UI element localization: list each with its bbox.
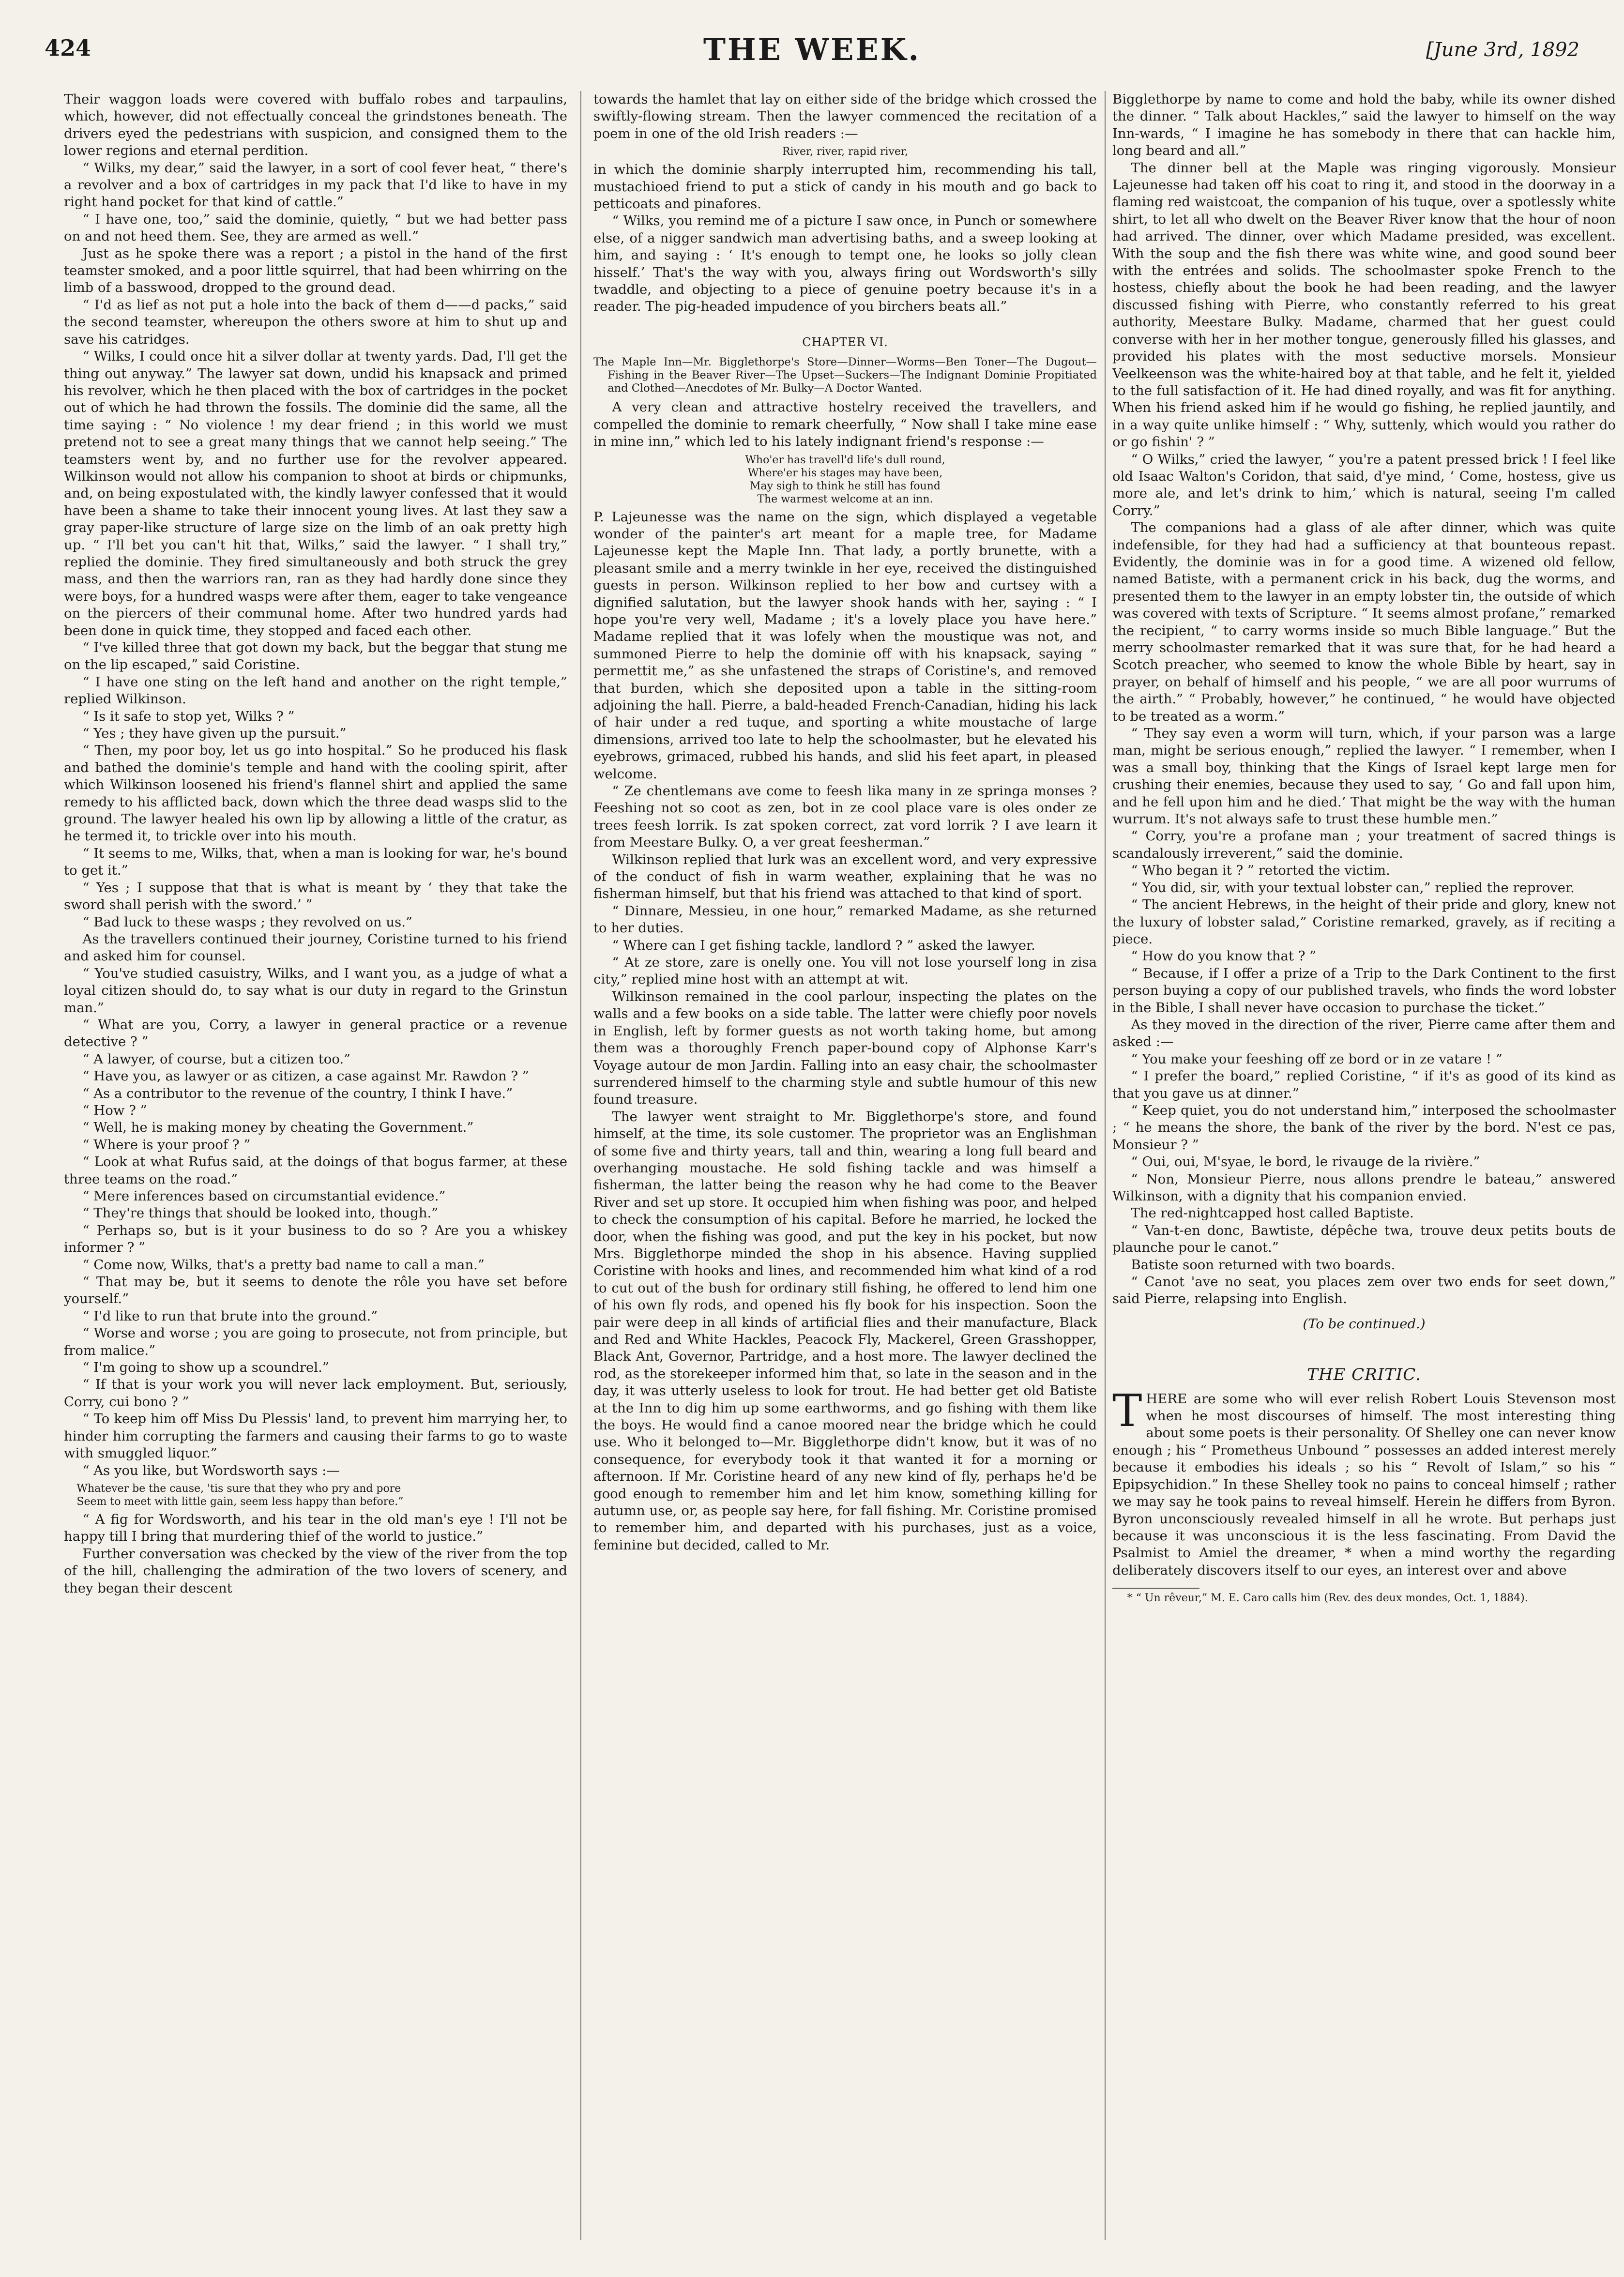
paragraph: “ Wilks, my dear,” said the lawyer, in a sort of cool fever heat, “ there's a revolver and a box of cartridges in my pack that I'd like to have in my right hand pocket for that kind of cattle.”: [64, 160, 567, 210]
paragraph: The red-nightcapped host called Baptiste.: [1131, 1205, 1414, 1221]
paragraph: “ I'd like to run that brute into the ground.”: [82, 1308, 378, 1324]
paragraph: “ Oui, oui, M'syae, le bord, le rivauge de la rivière.”: [1131, 1154, 1480, 1170]
paragraph: “ Then, my poor boy, let us go into hospital.” So he produced his flask and bathed the dominie's temple and hand with the cooling spirit, after which Wilkinson loosened his friend's flannel shirt and applied the same remedy to his afflicted back, down which the three dead wasps slid to the ground. The lawyer healed his own lip by allowing a little of the cratur, as he termed it, to trickle over into his mouth.: [64, 743, 567, 844]
paragraph: “ A lawyer, of course, but a citizen too.”: [82, 1051, 351, 1067]
paragraph: “ Van-t-en donc, Bawtiste, dépêche twa, trouve deux petits bouts de plaunche pour le canot.”: [1112, 1222, 1616, 1256]
paragraph: Wilkinson replied that lurk was an excellent word, and very expressive of the conduct of fish in warm weather, explaining that he was no fisherman himself, but that his friend was attached to that kind of sport.: [593, 851, 1097, 902]
column-1: [64, 91, 567, 2240]
paragraph: “ Where can I get fishing tackle, landlord ? ” asked the lawyer.: [612, 937, 1035, 953]
paragraph: “ Worse and worse ; you are going to prosecute, not from principle, but from malice.”: [64, 1325, 567, 1358]
issue-date: [June 3rd, 1892: [1426, 39, 1579, 61]
paragraph: “ O Wilks,” cried the lawyer, “ you're a patent pressed brick ! I feel like old Isaac Walton's Coridon, that said, d'ye mind, ‘ Come, hostess, give us more ale, and let's drink to him,’ which is natural, seeing I'm called Corry.”: [1112, 451, 1616, 518]
paragraph: “ Keep quiet, you do not understand him,” interposed the schoolmaster ; “ he means the shore, the bank of the river by the bord. N'est ce pas, Monsieur ? ”: [1112, 1102, 1616, 1153]
verse-quote: [593, 454, 1097, 506]
paragraph: The lawyer went straight to Mr. Bigglethorpe's store, and found himself, at the time, its sole customer. The proprietor was an Englishman of some five and thirty years, tall and thin, wearing a long full beard and overhanging moustache. He sold fishing tackle and was himself a fisherman, the latter being the reason why he had come to the Beaver River and set up store. It occupied him when fishing was poor, and helped to check the consumption of his capital. Before he married, he locked the door, when the fishing was good, and put the key in his pocket, but now Mrs. Bigglethorpe minded the shop in his absence. Having supplied Coristine with hooks and lines, and recommended him what kind of a rod to cut out of the bush for ordinary still fishing, he offered to lend him one of his own fly rods, and opened his fly book for his inspection. Soon the pair were deep in all kinds of artificial flies and their manufacture, Black and Red and White Hackles, Peacock Fly, Mackerel, Green Grasshopper, Black Ant, Governor, Partridge, and a host more. The lawyer declined the rod, as the storekeeper informed him that, so late in the season and in the day, it was utterly useless to look for trout. He had better get old Batiste at the Inn to dig him up some earthworms, and go fishing with them like the boys. He would find a canoe moored near the bridge which he could use. Who it belonged to—Mr. Bigglethorpe didn't know, but it was of no consequence, for everybody took it that wanted it for a morning or afternoon. If Mr. Coristine heard of any new kind of fly, perhaps he'd be good enough to remember him and let him know, something killing for autumn use, or, as people say here, for fall fishing. Mr. Coristine promised to remember him, and departed with his purchases, just as a voice, feminine but decided, called to Mr.: [593, 1108, 1097, 1553]
paragraph: “ Well, he is making money by cheating the Government.”: [82, 1120, 474, 1136]
paragraph: “ Have you, as lawyer or as citizen, a case against Mr. Rawdon ? ”: [82, 1068, 529, 1084]
paragraph: “ As you like, but Wordsworth says :—: [82, 1462, 340, 1478]
paragraph: “ You've studied casuistry, Wilks, and I want you, as a judge of what a loyal citizen should do, to say what is our duty in regard to the Grinstun man.”: [64, 965, 567, 1016]
paragraph: Wilkinson remained in the cool parlour, inspecting the plates on the walls and a few books on a side table. The latter were chiefly poor novels in English, left by former guests as not worth taking home, but among them was a thoroughly French paper-bound copy of Alphonse Karr's Voyage autour de mon Jardin. Falling into an easy chair, the schoolmaster surrendered himself to the charming style and subtle humour of this new found treasure.: [593, 988, 1097, 1108]
paragraph: “ That may be, but it seems to denote the rôle you have set before yourself.”: [64, 1274, 567, 1307]
paragraph: “ The ancient Hebrews, in the height of their pride and glory, knew not the luxury of lobster salad,” Coristine remarked, gravely, as if reciting a piece.: [1112, 897, 1616, 947]
paragraph: “ Bad luck to these wasps ; they revolved on us.”: [82, 914, 412, 930]
critic-paragraph: [1112, 1384, 1616, 1579]
paragraph: Their waggon loads were covered with buffalo robes and tarpaulins, which, however, did not effectually conceal the grindstones beneath. The drivers eyed the pedestrians with suspicion, and consigned them to the lower regions and eternal perdition.: [64, 91, 567, 159]
paragraph: “ At ze store, zare is onelly one. You vill not lose yourself long in zisa city,” replied mine host with an attempt at wit.: [593, 955, 1097, 987]
paragraph: “ Non, Monsieur Pierre, nous allons prendre le bateau,” answered Wilkinson, with a dignity that his companion envied.: [1112, 1171, 1616, 1204]
paragraph: “ I prefer the board,” replied Coristine, “ if it's as good of its kind as that you gave us at dinner.”: [1112, 1068, 1616, 1101]
journal-title: THE WEEK.: [703, 32, 921, 67]
paragraph: “ They're things that should be looked into, though.”: [82, 1205, 439, 1221]
paragraph: “ A fig for Wordsworth, and his tear in the old man's eye ! I'll not be happy till I bring that murdering thief of the world to justice.”: [64, 1511, 567, 1545]
paragraph: “ Yes ; I suppose that that is what is meant by ‘ they that take the sword shall perish with the sword.’ ”: [64, 880, 567, 913]
paragraph: “ Look at what Rufus said, at the doings of that bogus farmer, at these three teams on the road.”: [64, 1154, 567, 1187]
paragraph: “ Dinnare, Messieu, in one hour,” remarked Madame, as she returned to her duties.: [593, 903, 1097, 936]
paragraph: “ Wilks, you remind me of a picture I saw once, in Punch or somewhere else, of a nigger sandwich man advertising baths, and a sweep looking at him, and saying : ‘ It's enough to tempt one, he looks so jolly clean hisself.’ That's the way with you, always firing out Wordsworth's silly twaddle, and objecting to a piece of genuine poetry because it's in a reader. The pig-headed impudence of you birchers beats all.”: [593, 213, 1097, 315]
paragraph: “ I've killed three that got down my back, but the beggar that stung me on the lip escaped,” said Coristine.: [64, 640, 567, 673]
paragraph: Further conversation was checked by the view of the river from the top of the hill, challenging the admiration of the two lovers of scenery, and they began their descent: [64, 1546, 567, 1596]
verse-line: Where'er his stages may have been,: [747, 467, 943, 479]
paragraph: towards the hamlet that lay on either side of the bridge which crossed the swiftly-flowing stream. Then the lawyer commenced the recitation of a poem in one of the old Irish readers :—: [593, 91, 1097, 141]
paragraph: “ As a contributor to the revenue of the country, I think I have.”: [82, 1085, 513, 1101]
paragraph: Batiste soon returned with two boards.: [1131, 1257, 1396, 1273]
masthead: [45, 30, 1579, 74]
paragraph: “ Is it safe to stop yet, Wilks ? ”: [82, 708, 295, 724]
column-2: [593, 91, 1097, 2240]
paragraph: “ Perhaps so, but is it your business to do so ? Are you a whiskey informer ? ”: [64, 1222, 567, 1256]
paragraph: “ If that is your work you will never lack employment. But, seriously, Corry, cui bono ? ”: [64, 1377, 567, 1410]
paragraph: The companions had a glass of ale after dinner, which was quite indefensible, for they had had a sufficiency at that bounteous repast. Evidently, the dominie was in for a good time. A wizened old fellow, named Batiste, with a permanent crick in his back, dug the worms, and presented them to the lawyer in an empty lobster tin, the outside of which was covered with texts of Scripture. “ It seems almost profane,” remarked the recipient, “ to carry worms inside so much Bible language.” But the merry schoolmaster remarked that it was sure that, for he had heard a Scotch preacher, who seemed to know the whole Bible by heart, say in prayer, on behalf of himself and his people, “ we are all poor wurrums of the airth.” “ Probably, however,” he continued, “ he would have objected to be treated as a worm.”: [1112, 520, 1616, 724]
paragraph: “ I have one, too,” said the dominie, quietly, “ but we had better pass on and not heed them. See, they are armed as well.”: [64, 211, 567, 244]
verse-line: The warmest welcome at an inn.: [757, 493, 933, 505]
verse-line: May sigh to think he still has found: [749, 480, 941, 492]
critic-text: HERE are some who will ever relish Robert Louis Stevenson most when he most discourses of himself. The most interesting thing about some poets is their personality. Of Shelley one can never know enough ; his “ Prometheus Unbound ” possesses an added interest merely because it embodies his ideals ; so his “ Revolt of Islam,” so his “ Epipsychidion.” In these Shelley took no pains to conceal himself ; rather we may say he took pains to reveal himself. Herein he differs from Byron. Byron unconsciously revealed himself in all he wrote. But perhaps just because it was unconscious it is the less fascinating. From David the Psalmist to Amiel the dreamer, * when a mind worthy the regarding deliberately discovers itself to our eyes, an interest over and above: [1112, 1391, 1616, 1578]
verse-line: Seem to meet with little gain, seem less happy than before.”: [76, 1495, 404, 1508]
paragraph: As they moved in the direction of the river, Pierre came after them and asked :—: [1112, 1017, 1616, 1050]
paragraph: “ I'm going to show up a scoundrel.”: [82, 1360, 329, 1376]
paragraph: “ You make your feeshing off ze bord or in ze vatare ! ”: [1131, 1051, 1503, 1067]
paragraph: “ Wilks, I could once hit a silver dollar at twenty yards. Dad, I'll get the thing out anyway.” The lawyer sat down, undid his knapsack and primed his revolver, which he then placed with the box of cartridges in the pocket out of which he had thrown the fossils. The dominie did the same, all the time saying : “ No violence ! my dear friend ; in this world we must pretend not to see a great many things that we cannot help seeing.” The teamsters went by, and no further use for the revolver appeared. Wilkinson would not allow his companion to shoot at birds or chipmunks, and, on being expostulated with, the kindly lawyer confessed that it would have been a shame to take their innocent young lives. At last they saw a gray paper-like structure of large size on the limb of an oak pretty high up. “ I'll bet you can't hit that, Wilks,” said the lawyer. “ I shall try,” replied the dominie. They fired simultaneously and both struck the grey mass, and then the warriors ran, ran as they had hardly done since they were boys, for a hundred wasps were after them, eager to take vengeance on the piercers of their communal home. After two hundred yards had been done in quick time, they stopped and faced each other.: [64, 349, 567, 638]
paragraph: “ Canot 'ave no seat, you places zem over two ends for seet down,” said Pierre, relapsing into English.: [1112, 1274, 1616, 1307]
paragraph: Just as he spoke there was a report ; a pistol in the hand of the first teamster smoked, and a poor little squirrel, that had been whirring on the limb of a basswood, dropped to the ground dead.: [64, 245, 567, 296]
paragraph: “ Mere inferences based on circumstantial evidence.”: [82, 1188, 446, 1204]
verse-line: Who'er has travell'd life's dull round,: [745, 454, 945, 466]
paragraph: in which the dominie sharply interrupted him, recommending his tall, mustachioed friend to put a stick of candy in his mouth and go back to petticoats and pinafores.: [593, 162, 1097, 212]
paragraph: The dinner bell at the Maple was ringing vigorously. Monsieur Lajeunesse had taken off his coat to ring it, and stood in the doorway in a flaming red waistcoat, the companion of his tuque, over a spotlessly white shirt, to let all who dwelt on the Beaver River know that the hour of noon had arrived. The dinner, over which Madame presided, was excellent. With the soup and the fish there was white wine, and good sound beer with the entrées and solids. The schoolmaster spoke French to the hostess, chiefly about the book he had been reading, and the lawyer discussed fishing with Pierre, who constantly referred to his great authority, Meestare Bulky. Madame, charmed that her guest could converse with her in her mother tongue, generously filled his glasses, and provided his plates with the most seductive morsels. Monsieur Veelkeenson was the white-haired boy at that table, and he felt it, yielded to the full satisfaction of it. He had dined royally, and was fit for anything. When his friend asked him if he would go fishing, he replied jauntily, and in a way quite unlike himself : “ Why, suttenly, which would you rather do or go fishin' ? ”: [1112, 160, 1616, 450]
paragraph: “ Who began it ? ” retorted the victim.: [1131, 863, 1390, 879]
chapter-synopsis: The Maple Inn—Mr. Bigglethorpe's Store—Dinner—Worms—Ben Toner—The Dugout—Fishing in the Beaver River—The Upset—Suckers—The Indignant Dominie Propitiated and Clothed—Anecdotes of Mr. Bulky—A Doctor Wanted.: [593, 356, 1097, 395]
to-be-continued: (To be continued.): [1303, 1316, 1426, 1332]
drop-cap: T: [1112, 1384, 1142, 1437]
paragraph: “ Yes ; they have given up the pursuit.”: [82, 726, 347, 742]
chapter-title: CHAPTER VI.: [802, 335, 888, 349]
paragraph: As the travellers continued their journey, Coristine turned to his friend and asked him for counsel.: [64, 931, 567, 964]
paragraph: “ Ze chentlemans ave come to feesh lika many in ze springa monses ? Feeshing not so coot as zen, bot in ze cool place vare is oles onder ze trees feesh lorrik. Is zat spoken correct, zat vord lorrik ? I ave learn it from Meestare Bulky. O, a ver great feesherman.”: [593, 783, 1097, 850]
verse-quote: [593, 145, 1097, 158]
paragraph: “ What are you, Corry, a lawyer in general practice or a revenue detective ? ”: [64, 1017, 567, 1050]
verse-quote: [64, 1482, 567, 1508]
paragraph: “ I have one sting on the left hand and another on the right temple,” replied Wilkinson.: [64, 674, 567, 707]
paragraph: “ To keep him off Miss Du Plessis' land, to prevent him marrying her, to hinder him corrupting the farmers and causing their farms to go to waste with smuggled liquor.”: [64, 1411, 567, 1461]
paragraph: “ Corry, you're a profane man ; your treatment of sacred things is scandalously irreverent,” said the dominie.: [1112, 828, 1616, 861]
paragraph: “ Because, if I offer a prize of a Trip to the Dark Continent to the first person buying a copy of our published travels, who finds the word lobster in the Bible, I shall never have occasion to purchase the ticket.”: [1112, 965, 1616, 1016]
paragraph: “ I'd as lief as not put a hole into the back of them d——d packs,” said the second teamster, whereupon the others swore at him to shut up and save his catridges.: [64, 297, 567, 347]
paragraph: P. Lajeunesse was the name on the sign, which displayed a vegetable wonder of the painter's art meant for a maple tree, for Madame Lajeunesse kept the Maple Inn. That lady, a portly brunette, with a pleasant smile and a merry twinkle in her eye, received the distinguished guests in person. Wilkinson replied to her bow and curtsey with a dignified salutation, but the lawyer shook hands with her, saying : “ I hope you're very well, Madame ; it's a lovely place you have here.” Madame replied that it was lofely when the moustique was not, and summoned Pierre to help the dominie off with his knapsack, saying “ permettit me,” as she unfastened the straps of Coristine's, and removed that burden, which she deposited upon a table in the sitting-room adjoining the hall. Pierre, a bald-headed French-Canadian, hiding his lack of hair under a red tuque, and sporting a white moustache of large dimensions, arrived too late to help the schoolmaster, but he elevated his eyebrows, grimaced, rubbed his hands, and slid his feet apart, in pleased welcome.: [593, 509, 1097, 782]
paragraph: “ How do you know that ? ”: [1131, 948, 1317, 964]
verse-line: Whatever be the cause, 'tis sure that they who pry and pore: [76, 1482, 401, 1495]
column-rule: [580, 91, 581, 2240]
paragraph: “ It seems to me, Wilks, that, when a man is looking for war, he's bound to get it.”: [64, 845, 567, 879]
paragraph: “ Come now, Wilks, that's a pretty bad name to call a man.”: [82, 1257, 485, 1273]
column-rule: [1105, 91, 1106, 2240]
paragraph: A very clean and attractive hostelry received the travellers, and compelled the dominie to remark cheerfully, “ Now shall I take mine ease in mine inn,” which led to his lately indignant friend's response :—: [593, 399, 1097, 450]
paragraph: “ They say even a worm will turn, which, if your parson was a large man, might be serious enough,” replied the lawyer. “ I remember, when I was a small boy, thinking that the Kings of Israel kept large men for crushing their enemies, because they used to say, ‘ Go and fall upon him, and he fell upon him and he died.’ That might be the way with the human wurrum. It's not always safe to trust these humble men.”: [1112, 726, 1616, 827]
paragraph: Bigglethorpe by name to come and hold the baby, while its owner dished the dinner. “ Talk about Hackles,” said the lawyer to himself on the way Inn-wards, “ I imagine he has somebody in there that can hackle him, long beard and all.”: [1112, 91, 1616, 159]
column-3: [1112, 91, 1616, 2240]
page-number: 424: [45, 35, 91, 61]
footnote-rule: [1112, 1588, 1199, 1589]
verse-line: River, river, rapid river,: [782, 146, 909, 158]
paragraph: “ Where is your proof ? ”: [82, 1137, 251, 1153]
footnote: * “ Un rêveur,” M. E. Caro calls him (Rev. des deux mondes, Oct. 1, 1884).: [1127, 1592, 1528, 1605]
section-title: THE CRITIC.: [1307, 1365, 1421, 1385]
paragraph: “ You did, sir, with your textual lobster can,” replied the reprover.: [1131, 880, 1575, 896]
paragraph: “ How ? ”: [82, 1102, 147, 1118]
